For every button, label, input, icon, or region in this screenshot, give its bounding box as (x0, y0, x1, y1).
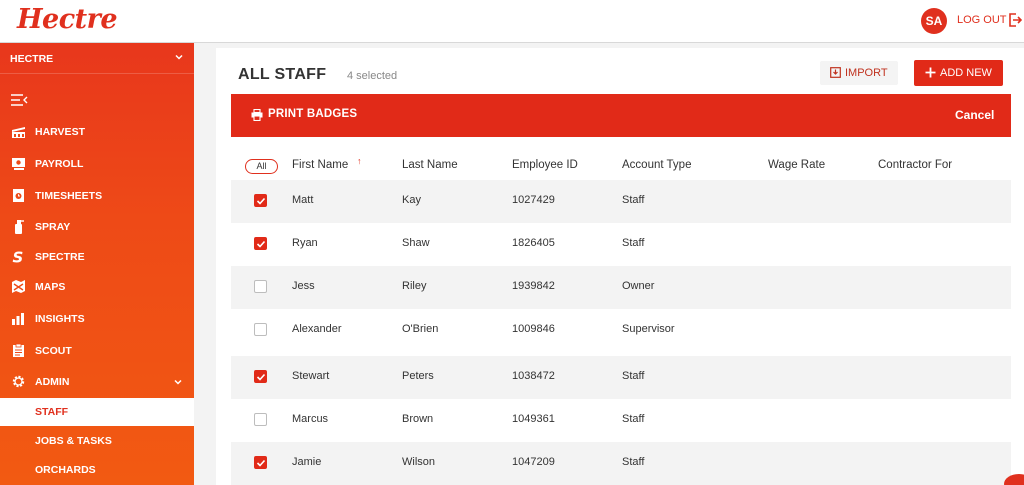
sort-ascending-icon[interactable]: ↑ (357, 156, 362, 166)
top-bar (0, 0, 1024, 43)
cell-first-name: Matt (292, 194, 314, 206)
cell-last-name: Riley (402, 280, 427, 292)
column-header-account-type[interactable]: Account Type (622, 159, 692, 171)
sidebar-item-label: ADMIN (35, 376, 70, 388)
sidebar-subitem-staff[interactable] (0, 398, 194, 426)
sidebar-item-harvest[interactable] (0, 119, 194, 145)
cell-employee-id: 1049361 (512, 413, 555, 425)
bulk-action-bar (231, 94, 1011, 137)
add-new-label: ADD NEW (940, 67, 992, 79)
sidebar-subitem-label: JOBS & TASKS (35, 435, 112, 447)
cell-first-name: Jess (292, 280, 315, 292)
table-row[interactable] (231, 399, 1011, 442)
insights-icon (11, 311, 26, 326)
sidebar-item-spectre[interactable] (0, 244, 194, 270)
table-row[interactable] (231, 309, 1011, 352)
svg-text:S: S (12, 249, 24, 264)
sidebar-item-insights[interactable] (0, 306, 194, 332)
cell-employee-id: 1826405 (512, 237, 555, 249)
timesheets-icon (11, 188, 26, 203)
logout-icon[interactable] (1008, 10, 1022, 30)
sidebar-item-label: PAYROLL (35, 158, 84, 170)
page-title: ALL STAFF (238, 66, 327, 83)
cell-first-name: Ryan (292, 237, 318, 249)
plus-icon (925, 67, 936, 78)
sidebar (0, 43, 194, 485)
cell-employee-id: 1047209 (512, 456, 555, 468)
selected-count: 4 selected (347, 70, 398, 82)
row-checkbox[interactable] (254, 194, 267, 207)
table-row[interactable] (231, 266, 1011, 309)
sidebar-item-spray[interactable] (0, 214, 194, 240)
hectre-logo[interactable]: Hectre (17, 4, 118, 35)
sidebar-item-scout[interactable] (0, 338, 194, 364)
cell-account-type: Staff (622, 456, 645, 468)
sidebar-item-label: HARVEST (35, 126, 85, 138)
sidebar-item-timesheets[interactable] (0, 183, 194, 209)
sidebar-subitem-label: ORCHARDS (35, 464, 96, 476)
sidebar-subitem-jobs-tasks[interactable] (0, 427, 194, 455)
column-header-first-name[interactable]: First Name (292, 159, 349, 171)
checkmark-icon (256, 458, 266, 468)
cell-account-type: Supervisor (622, 323, 675, 335)
row-checkbox[interactable] (254, 456, 267, 469)
cell-last-name: O'Brien (402, 323, 439, 335)
checkmark-icon (256, 239, 266, 249)
table-row[interactable] (231, 356, 1011, 399)
cell-employee-id: 1027429 (512, 194, 555, 206)
collapse-menu-icon[interactable] (11, 94, 28, 106)
chevron-down-icon (173, 377, 183, 387)
sidebar-item-label: TIMESHEETS (35, 190, 103, 202)
payroll-icon (11, 156, 26, 171)
chevron-down-icon (174, 52, 184, 62)
spectre-icon (11, 249, 26, 264)
org-name: HECTRE (10, 53, 54, 65)
user-avatar[interactable]: SA (921, 8, 947, 34)
table-row[interactable] (231, 180, 1011, 223)
scout-icon (11, 343, 26, 358)
add-new-button[interactable] (914, 60, 1003, 86)
sidebar-item-label: SCOUT (35, 345, 72, 357)
cell-account-type: Staff (622, 237, 645, 249)
cell-last-name: Wilson (402, 456, 436, 468)
print-badges-button[interactable]: PRINT BADGES (268, 108, 358, 120)
cell-employee-id: 1939842 (512, 280, 555, 292)
cell-last-name: Kay (402, 194, 421, 206)
cell-employee-id: 1009846 (512, 323, 555, 335)
harvest-icon (11, 124, 26, 139)
cell-account-type: Staff (622, 370, 645, 382)
column-header-contractor-for[interactable]: Contractor For (878, 159, 953, 171)
table-row[interactable] (231, 223, 1011, 266)
checkmark-icon (256, 196, 266, 206)
cell-first-name: Jamie (292, 456, 322, 468)
cell-first-name: Marcus (292, 413, 329, 425)
cancel-button[interactable]: Cancel (955, 108, 995, 122)
import-label: IMPORT (845, 67, 888, 79)
sidebar-item-label: SPRAY (35, 221, 71, 233)
sidebar-item-label: INSIGHTS (35, 313, 85, 325)
select-all-toggle[interactable]: All (245, 159, 278, 174)
gear-icon (11, 374, 26, 389)
cell-employee-id: 1038472 (512, 370, 555, 382)
sidebar-item-label: MAPS (35, 281, 66, 293)
cell-account-type: Owner (622, 280, 655, 292)
import-icon (830, 67, 841, 78)
cell-first-name: Stewart (292, 370, 330, 382)
column-header-last-name[interactable]: Last Name (402, 159, 458, 171)
row-checkbox[interactable] (254, 280, 267, 293)
row-checkbox[interactable] (254, 237, 267, 250)
cell-last-name: Brown (402, 413, 434, 425)
org-switcher[interactable] (0, 43, 194, 74)
cell-account-type: Staff (622, 194, 645, 206)
row-checkbox[interactable] (254, 370, 267, 383)
sidebar-item-maps[interactable] (0, 274, 194, 300)
column-header-employee-id[interactable]: Employee ID (512, 159, 578, 171)
cell-last-name: Peters (402, 370, 434, 382)
table-row[interactable] (231, 442, 1011, 485)
sidebar-item-admin[interactable] (0, 369, 194, 395)
checkmark-icon (256, 372, 266, 382)
sidebar-subitem-orchards[interactable] (0, 456, 194, 484)
spray-icon (11, 219, 26, 234)
cell-first-name: Alexander (292, 323, 342, 335)
column-header-wage-rate[interactable]: Wage Rate (768, 159, 826, 171)
import-button[interactable] (820, 61, 898, 85)
logout-link[interactable]: LOG OUT (957, 14, 1007, 26)
sidebar-item-payroll[interactable] (0, 151, 194, 177)
sidebar-subitem-label: STAFF (35, 406, 69, 418)
printer-icon[interactable] (251, 109, 263, 121)
cell-account-type: Staff (622, 413, 645, 425)
row-checkbox[interactable] (254, 323, 267, 336)
row-checkbox[interactable] (254, 413, 267, 426)
table-header (231, 150, 1011, 182)
maps-icon (11, 279, 26, 294)
sidebar-item-label: SPECTRE (35, 251, 85, 263)
cell-last-name: Shaw (402, 237, 430, 249)
